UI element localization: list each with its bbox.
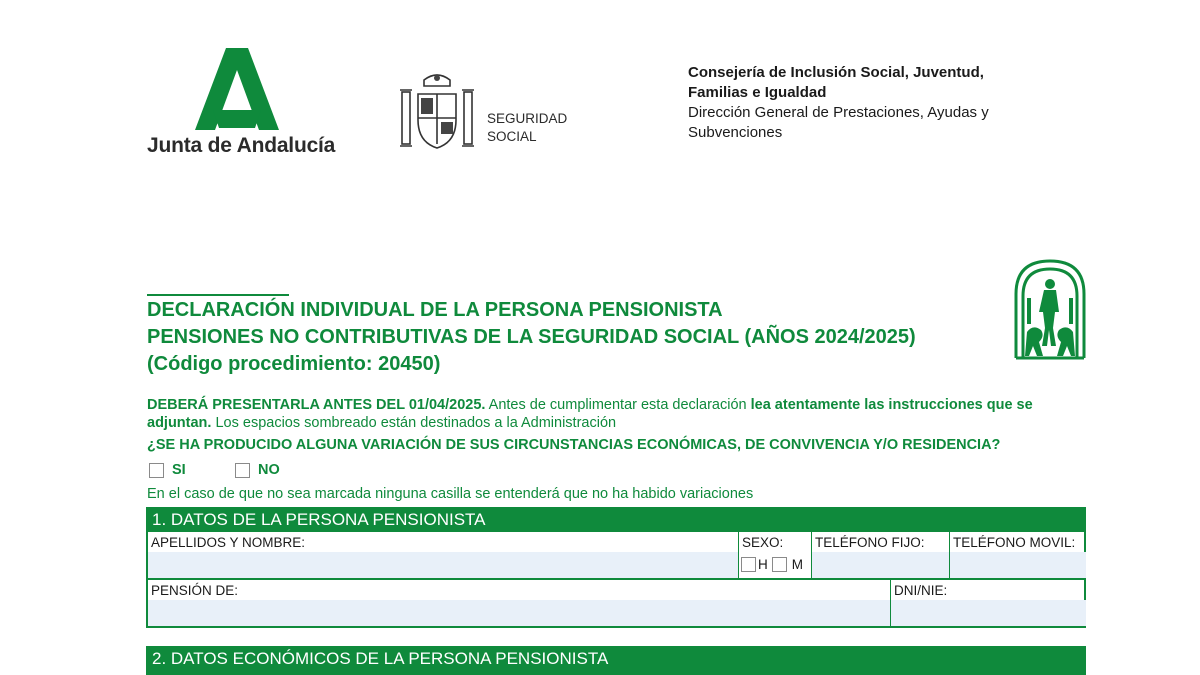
sexo-m-label: M (791, 557, 803, 572)
sexo-label: SEXO: (742, 535, 784, 550)
variation-hint: En el caso de que no sea marcada ninguna casilla se entenderá que no ha habido variaciones (147, 486, 754, 502)
option-no-label: NO (258, 462, 280, 478)
telefono-movil-label: TELÉFONO MOVIL: (953, 535, 1076, 550)
apellidos-cell[interactable] (148, 532, 739, 578)
pension-label: PENSIÓN DE: (151, 583, 239, 598)
direccion-line2: Subvenciones (688, 124, 783, 141)
telefono-fijo-label: TELÉFONO FIJO: (815, 535, 925, 550)
junta-andalucia-text: Junta de Andalucía (147, 134, 336, 157)
checkbox-si[interactable] (149, 463, 164, 478)
option-si-label: SI (172, 462, 186, 478)
apellidos-label: APELLIDOS Y NOMBRE: (151, 535, 306, 550)
checkbox-sexo-h[interactable] (741, 557, 756, 572)
telefono-movil-cell[interactable] (950, 532, 1086, 578)
sexo-options (741, 557, 803, 572)
section1-header: 1. DATOS DE LA PERSONA PENSIONISTA (146, 507, 1086, 532)
document-title (147, 297, 916, 378)
telefono-movil-field[interactable] (950, 552, 1086, 578)
seguridad-social-text (487, 110, 567, 146)
title-rule (147, 294, 289, 296)
consejeria-line2: Familias e Igualdad (688, 84, 827, 101)
direccion-line1: Dirección General de Prestaciones, Ayudas y (688, 104, 989, 121)
junta-andalucia-logo (145, 48, 345, 163)
sexo-h-label: H (758, 557, 768, 572)
section1-form (146, 532, 1086, 628)
title-line3: (Código procedimiento: 20450) (147, 353, 441, 375)
consejeria-line1: Consejería de Inclusión Social, Juventud, (688, 64, 984, 81)
variation-question: ¿SE HA PRODUCIDO ALGUNA VARIACIÓN DE SUS CIRCUNSTANCIAS ECONÓMICAS, DE CONVIVENCIA Y/O RESIDENCIA? (147, 437, 1001, 453)
sexo-cell (739, 532, 812, 578)
dni-field[interactable] (891, 600, 1086, 626)
checkbox-sexo-m[interactable] (772, 557, 787, 572)
consejeria-block (688, 63, 1068, 143)
notice-emphasis: lea atentamente las instrucciones que se adjuntan. (147, 397, 1033, 431)
checkbox-no[interactable] (235, 463, 250, 478)
section2-header: 2. DATOS ECONÓMICOS DE LA PERSONA PENSIONISTA (146, 646, 1086, 675)
seguridad-social-logo (398, 72, 578, 152)
ss-line1: SEGURIDAD (487, 111, 568, 126)
option-no (235, 462, 280, 478)
pension-cell[interactable] (148, 580, 891, 626)
telefono-fijo-cell[interactable] (812, 532, 950, 578)
notice-text2: Los espacios sombreado están destinados a la Administración (211, 415, 617, 431)
andalucia-emblem-icon (1013, 258, 1087, 360)
title-line1: DECLARACIÓN INDIVIDUAL DE LA PERSONA PENSIONISTA (147, 299, 723, 321)
notice-paragraph (147, 396, 1092, 432)
spain-coat-of-arms-icon (398, 72, 476, 152)
option-si (149, 462, 186, 478)
junta-andalucia-logo-icon (195, 48, 279, 130)
notice-text1: Antes de cumplimentar esta declaración (485, 397, 751, 413)
apellidos-field[interactable] (148, 552, 738, 578)
title-line2: PENSIONES NO CONTRIBUTIVAS DE LA SEGURIDAD SOCIAL (AÑOS 2024/2025) (147, 326, 916, 348)
pension-field[interactable] (148, 600, 890, 626)
telefono-fijo-field[interactable] (812, 552, 949, 578)
notice-deadline: DEBERÁ PRESENTARLA ANTES DEL 01/04/2025. (147, 397, 486, 413)
ss-line2: SOCIAL (487, 129, 537, 144)
dni-label: DNI/NIE: (894, 583, 948, 598)
dni-cell[interactable] (891, 580, 1086, 626)
